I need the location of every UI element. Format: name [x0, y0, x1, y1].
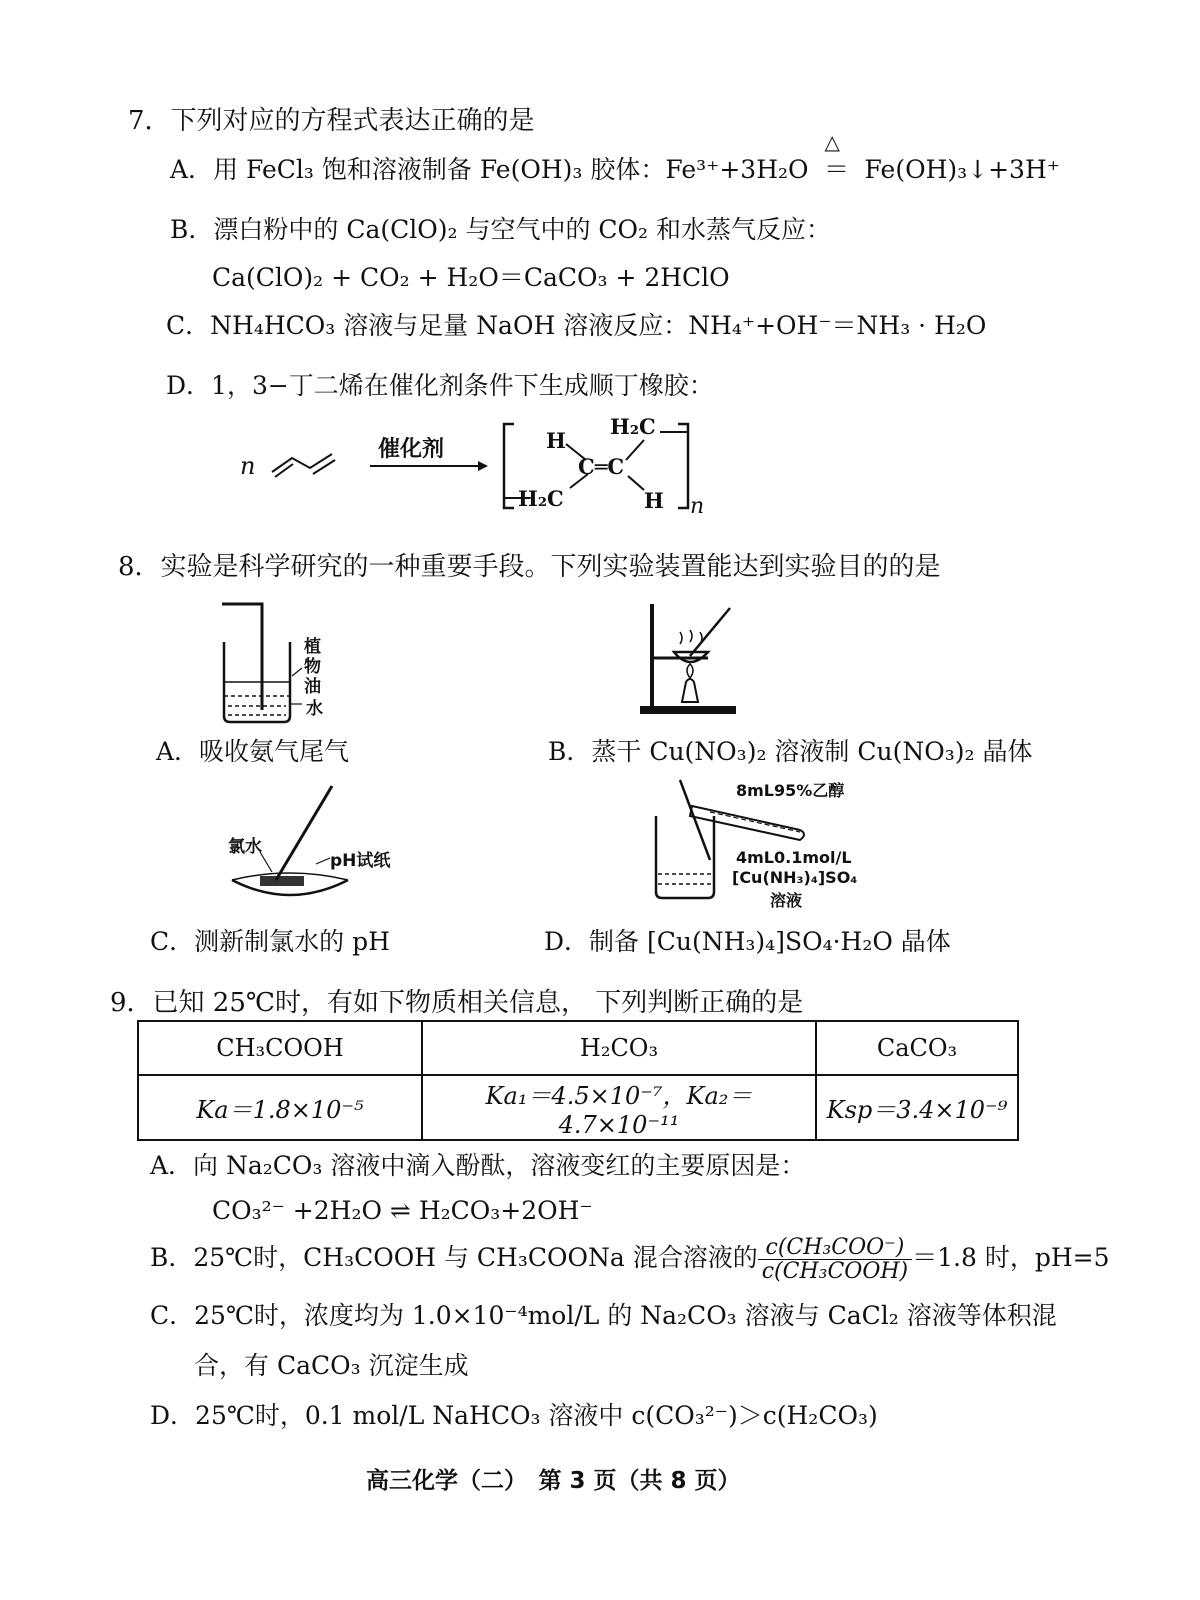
q7-c-text: NH₄HCO₃ 溶液与足量 NaOH 溶液反应：NH₄⁺+OH⁻＝NH₃ · H₂O [210, 311, 987, 340]
figure-a-beaker [210, 598, 330, 728]
q9-a-equation: CO₃²⁻ +2H₂O ⇌ H₂CO₃+2OH⁻ [212, 1196, 593, 1225]
q9-option-c-cont: 合，有 CaCO₃ 沉淀生成 [194, 1351, 469, 1380]
q8-option-c: C．测新制氯水的 pH [150, 927, 390, 956]
butadiene-polymerization-scheme [240, 410, 720, 520]
q7-a-product: Fe(OH)₃↓+3H⁺ [864, 155, 1060, 184]
oil-label-1: 植 [304, 637, 321, 657]
q9-option-b [150, 1236, 1110, 1283]
left-bracket [504, 424, 514, 508]
chlorine-water-label: 氯水 [228, 837, 262, 857]
alcohol-lamp [682, 679, 698, 702]
water-label: 水 [306, 699, 323, 719]
ph-paper-label: pH试纸 [330, 851, 391, 871]
q8-stem: 8．实验是科学研究的一种重要手段。下列实验装置能达到实验目的的是 [118, 552, 941, 582]
evaporation-svg [630, 598, 750, 718]
ethanol-label: 8mL95%乙醇 [736, 781, 845, 800]
n-subscript: n [690, 494, 705, 519]
double-bond-1 [275, 464, 293, 477]
q9-option-a: A．向 Na₂CO₃ 溶液中滴入酚酞，溶液变红的主要原因是： [150, 1151, 806, 1180]
solution-label-2: [Cu(NH₃)₄]SO₄ [732, 868, 858, 887]
constants-table [137, 1020, 1019, 1141]
q7-b-equation: Ca(ClO)₂ + CO₂ + H₂O＝CaCO₃ + 2HClO [212, 263, 730, 292]
table-header-cell: H₂CO₃ [422, 1021, 816, 1075]
solution-label-1: 4mL0.1mol/L [736, 848, 852, 867]
table-header-cell: CH₃COOH [138, 1021, 422, 1075]
q8-option-a: A．吸收氨气尾气 [156, 737, 350, 766]
bond-c-h [628, 476, 644, 490]
q7-d-text: 1，3−丁二烯在催化剂条件下生成顺丁橡胶： [211, 371, 714, 400]
q7-a-label: A． [170, 155, 214, 184]
heat-equals-sign: △ ＝ [824, 130, 850, 184]
table-cell: Ka＝1.8×10⁻⁵ [138, 1075, 422, 1140]
page-footer: 高三化学（二） 第 3 页（共 8 页） [366, 1468, 741, 1494]
concentration-ratio [758, 1236, 912, 1283]
q7-a-text: 用 FeCl₃ 饱和溶液制备 Fe(OH)₃ 胶体：Fe³⁺+3H₂O [213, 155, 809, 184]
q7-c-label: C． [166, 311, 211, 340]
stand-base [640, 706, 736, 714]
q7-b-text: 漂白粉中的 Ca(ClO)₂ 与空气中的 CO₂ 和水蒸气反应： [213, 215, 831, 244]
double-bond-2 [313, 460, 335, 474]
h2c-bottom: H₂C [518, 486, 564, 511]
h2c-top: H₂C [610, 414, 656, 439]
beaker-outline [656, 816, 714, 898]
n-coefficient: n [240, 452, 256, 480]
q9-option-c: C．25℃时，浓度均为 1.0×10⁻⁴mol/L 的 Na₂CO₃ 溶液与 CaCl₂ 溶液等体积混 [150, 1301, 1057, 1330]
gas-tube [222, 604, 262, 710]
test-tube [690, 806, 804, 840]
solution-label-3: 溶液 [770, 891, 803, 910]
butadiene-skeleton [272, 454, 332, 472]
q7-option-c [166, 306, 986, 342]
c-double-c: C═C [578, 454, 625, 479]
figure-b-evaporation [630, 598, 750, 718]
table-header-cell: CaCO₃ [816, 1021, 1018, 1075]
q9-stem: 9．已知 25℃时，有如下物质相关信息， 下列判断正确的是 [110, 988, 804, 1018]
bond-c-ch2 [626, 440, 644, 460]
glass-rod [276, 786, 332, 880]
test-tube-liquid [710, 812, 800, 832]
ratio-denominator: c(CH₃COOH) [761, 1259, 909, 1285]
q9-b-text: B．25℃时，CH₃COOH 与 CH₃COONa 混合溶液的 [150, 1243, 758, 1273]
oil-pointer [292, 668, 302, 676]
glass-rod [690, 608, 730, 656]
figure-d-crystal-prep [650, 776, 860, 916]
catalyst-label: 催化剂 [378, 437, 445, 462]
table-row [138, 1075, 1018, 1140]
h-bottom: H [644, 488, 664, 513]
flame-icon [687, 664, 693, 678]
ratio-numerator: c(CH₃COO⁻) [758, 1236, 912, 1260]
q7-option-a [170, 130, 1060, 186]
heat-icon: △ [824, 130, 840, 154]
table-header-row [138, 1021, 1018, 1075]
paper-pointer [316, 858, 330, 864]
q9-option-d: D．25℃时，0.1 mol/L NaHCO₃ 溶液中 c(CO₃²⁻)＞c(H₂CO₃) [150, 1401, 878, 1430]
q7-d-label: D． [166, 371, 212, 400]
q9-b-tail: ＝1.8 时，pH=5 [912, 1243, 1110, 1273]
q8-option-b: B．蒸干 Cu(NO₃)₂ 溶液制 Cu(NO₃)₂ 晶体 [548, 737, 1033, 766]
oil-label-3: 油 [304, 677, 321, 697]
figure-c-ph-test [220, 780, 400, 910]
steam-icon [680, 630, 702, 644]
table-cell: Ka₁＝4.5×10⁻⁷，Ka₂＝4.7×10⁻¹¹ [422, 1075, 816, 1140]
ph-paper [260, 876, 304, 886]
right-bracket [678, 424, 688, 508]
q7-option-b [170, 210, 831, 246]
oil-label-2: 物 [304, 657, 321, 677]
h-top: H [546, 428, 566, 453]
q7-option-d [166, 366, 714, 402]
q8-option-d: D．制备 [Cu(NH₃)₄]SO₄·H₂O 晶体 [544, 927, 951, 956]
q7-b-label: B． [170, 215, 214, 244]
arrow-head-icon [478, 461, 488, 471]
q7-stem: 7．下列对应的方程式表达正确的是 [128, 106, 535, 136]
table-cell: Ksp＝3.4×10⁻⁹ [816, 1075, 1018, 1140]
